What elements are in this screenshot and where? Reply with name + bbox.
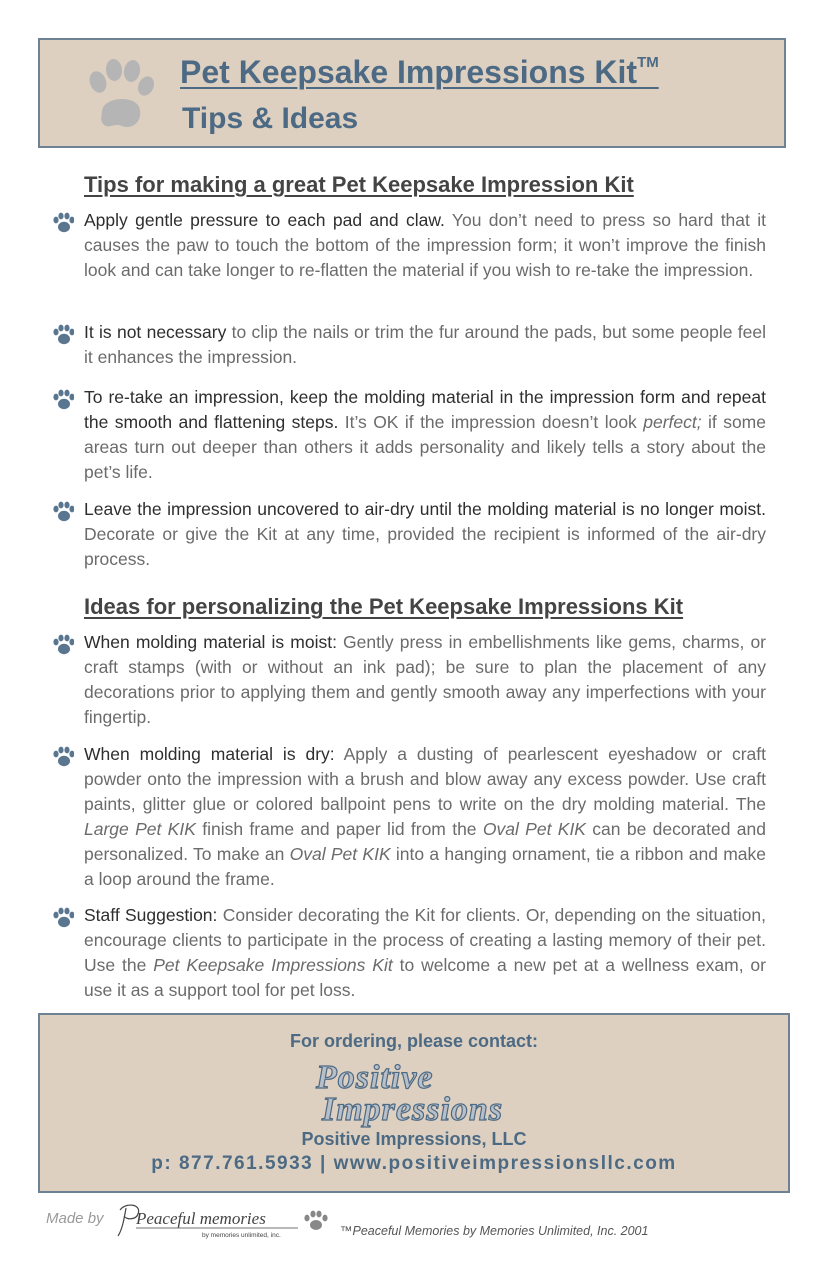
- brand-logo-line2: Impressions: [322, 1091, 504, 1128]
- paw-bullet-icon: [52, 389, 74, 411]
- paw-bullet-icon: [52, 907, 74, 929]
- paw-bullet-icon: [52, 634, 74, 656]
- paw-print-icon: [84, 58, 156, 134]
- tips-heading: Tips for making a great Pet Keepsake Impression Kit: [84, 172, 634, 197]
- idea-item: When molding material is moist: Gently press in embellishments like gems, charms, or craft stamps (with or without an ink pad); be sure to plan the placement of any decorations prior to applying them and gently smooth away any imperfections with your fingertip.: [84, 632, 767, 727]
- paw-bullet-icon: [52, 501, 74, 523]
- contact-info: p: 877.761.5933 | www.positiveimpressionsllc.com: [151, 1153, 677, 1174]
- header-banner: [38, 38, 786, 148]
- contact-panel: [38, 1013, 790, 1193]
- page-subtitle: Tips & Ideas: [182, 102, 359, 135]
- idea-item: When molding material is dry: Apply a dusting of pearlescent eyeshadow or craft powder onto the impression with a brush and blow away any excess powder. Use craft paints, glitter glue or colored ballpoint pens to write on the dry molding material. The Large Pet KIK finish frame and paper lid from the Oval Pet KIK can be decorated and personalized. To make an Oval Pet KIK into a hanging ornament, tie a ribbon and make a loop around the frame.: [84, 744, 766, 889]
- brand-logo-line1: Positive: [316, 1059, 434, 1096]
- tip-item: Apply gentle pressure to each pad and claw. You don’t need to press so hard that it causes the paw to touch the bottom of the impression form; it won’t improve the finish look and can take longer to re-flatten the material if you wish to re-take the impression.: [84, 210, 766, 280]
- tip-item: Leave the impression uncovered to air-dry until the molding material is no longer moist. Decorate or give the Kit at any time, provided the recipient is informed of the air-dry process.: [84, 499, 766, 569]
- logo-sub-text: by memories unlimited, inc.: [202, 1232, 281, 1239]
- paw-bullet-icon: [52, 212, 74, 234]
- paw-bullet-icon: [52, 324, 74, 346]
- idea-item: Staff Suggestion: Consider decorating the Kit for clients. Or, depending on the situation, encourage clients to participate in the process of creating a lasting memory of their pet. Use the Pet Keepsake Impressions Kit to welcome a new pet at a wellness exam, or use it as a support tool for pet loss.: [84, 905, 766, 1000]
- tip-item: It is not necessary to clip the nails or trim the fur around the pads, but some people feel it enhances the impression.: [84, 322, 766, 367]
- logo-paw-icon: [304, 1211, 327, 1230]
- contact-label: For ordering, please contact:: [289, 1031, 539, 1051]
- paw-bullet-icon: [52, 746, 74, 768]
- made-by-label: Made by: [46, 1210, 104, 1227]
- logo-main-text: Peaceful memories: [136, 1209, 266, 1228]
- trademark-note: ™Peaceful Memories by Memories Unlimited, Inc. 2001: [340, 1224, 649, 1238]
- peaceful-memories-logo: [116, 1200, 332, 1242]
- ideas-heading: Ideas for personalizing the Pet Keepsake Impressions Kit: [84, 594, 684, 619]
- tip-item: To re-take an impression, keep the molding material in the impression form and repeat the smooth and flattening steps. It’s OK if the impression doesn’t look perfect; if some areas turn out deeper than others it adds personality and likely tells a story about the pet’s life.: [84, 387, 766, 482]
- page-title: Pet Keepsake Impressions Kit™: [180, 54, 659, 90]
- trademark-mark: TM: [637, 54, 659, 71]
- company-name: Positive Impressions, LLC: [301, 1129, 527, 1149]
